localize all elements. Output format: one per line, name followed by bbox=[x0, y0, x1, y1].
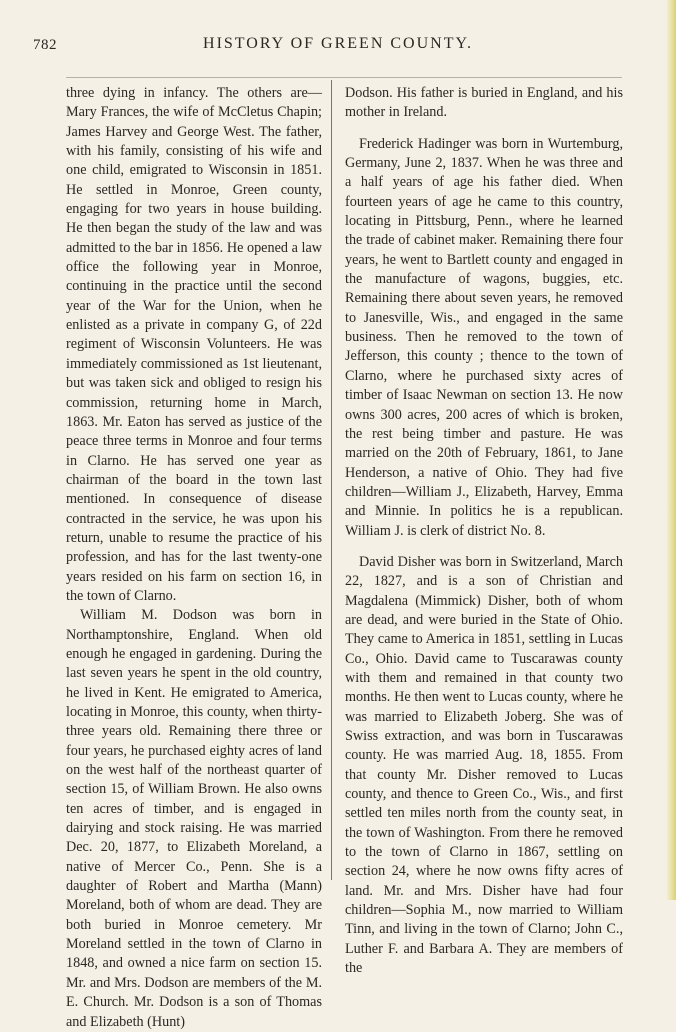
disher-biography: David Disher was born in Switzerland, March 22, 1827, and is a son of Christian and Magdalena (Mimmick) Disher, both of whom are dead, and were buried in the State of Ohio. They came to America in 1851, settling in Lucas Co., Ohio. David came to Tuscarawas county with them and remained in that county two months. He then went to Lucas county, where he was married to Elizabeth Joberg. She was of Swiss extraction, and was born in Tuscarawas county. He was married Aug. 18, 1855. From that county Mr. Disher removed to Lucas county, and thence to Green Co., Wis., and first settled ten miles north from the county seat, in the town of Washington. From there he removed to the town of Clarno in 1867, settling on section 24, where he now owns fifty acres of land. Mr. and Mrs. Disher have had four children—Sophia M., now married to William Tinn, and living in the town of Clarno; John C., Luther F. and Barbara A. They are members of the bbox=[345, 553, 623, 977]
dodson-biography: William M. Dodson was born in Northamptonshire, England. When old enough he engaged in gardening. During the last seven years he spent in the old country, he lived in Kent. He emigrated to America, locating in Monroe, this county, when thirty-three years old. Remaining there three or four years, he purchased eighty acres of land on the west half of the northeast quarter of section 15, of William Brown. He also owns ten acres of timber, and is engaged in dairying and stock raising. He was married Dec. 20, 1877, to Elizabeth Moreland, a native of Mercer Co., Penn. She is a daughter of Robert and Martha (Mann) Moreland, both of whom are dead. They are both buried in Monroe cemetery. Mr Moreland settled in the town of Clarno in 1848, and owned a nice farm on section 15. Mr. and Mrs. Dodson are members of the M. E. Church. Mr. Dodson is a son of Thomas and Elizabeth (Hunt) bbox=[66, 607, 322, 1030]
dodson-biography-continued: Dodson. His father is buried in England, and his mother in Ireland. bbox=[345, 85, 623, 121]
right-column bbox=[345, 84, 623, 978]
hadinger-biography: Frederick Hadinger was born in Wurtemburg, Germany, June 2, 1837. When he was three and a half years of age his father died. When fourteen years of age he came to this country, locating in Pittsburg, Penn., where he learned the trade of cabinet maker. Remaining there four years, he went to Bartlett county and engaged in the manufacture of wagons, buggies, etc. Remaining there about seven years, he removed to Janesville, Wis., and engaged in the same business. Then he removed to the town of Jefferson, this county ; thence to the town of Clarno, where he purchased sixty acres of timber of Isaac Newman on section 13. He now owns 300 acres, 200 acres of which is broken, the rest being timber and pasture. He was married on the 20th of February, 1861, to Jane Henderson, a native of Ohio. They had five children—William J., Elizabeth, Harvey, Emma and Minnie. In politics he is a republican. William J. is clerk of district No. 8. bbox=[345, 135, 623, 539]
column-divider bbox=[331, 80, 332, 880]
page-number: 782 bbox=[33, 37, 57, 53]
header-rule bbox=[66, 77, 622, 78]
eaton-biography-continued: three dying in infancy. The others are—Mary Frances, the wife of McCletus Chapin; James Harvey and George West. The father, with his family, consisting of his wife and one child, emigrated to Wisconsin in 1851. He settled in Monroe, Green county, engaging for two years in house building. He then began the study of the law and was admitted to the bar in 1856. He opened a law office the following year in Monroe, continuing in the practice until the second year of the War for the Union, when he enlisted as a private in company G, of 22d regiment of Wisconsin Volunteers. He was immediately commissioned as 1st lieutenant, but was taken sick and obliged to resign his commission, returning home in March, 1863. Mr. Eaton has served as justice of the peace three terms in Monroe and four terms in Clarno. He has served one year as chairman of the board in the town last mentioned. In consequence of disease contracted in the service, he was upon his return, unable to resume the practice of his profession, and has for the last twenty-one years resided on his farm on section 16, in the town of Clarno. bbox=[66, 85, 322, 604]
page-edge bbox=[666, 0, 676, 900]
running-head-title: HISTORY OF GREEN COUNTY. bbox=[203, 35, 473, 52]
left-column bbox=[66, 84, 322, 1032]
